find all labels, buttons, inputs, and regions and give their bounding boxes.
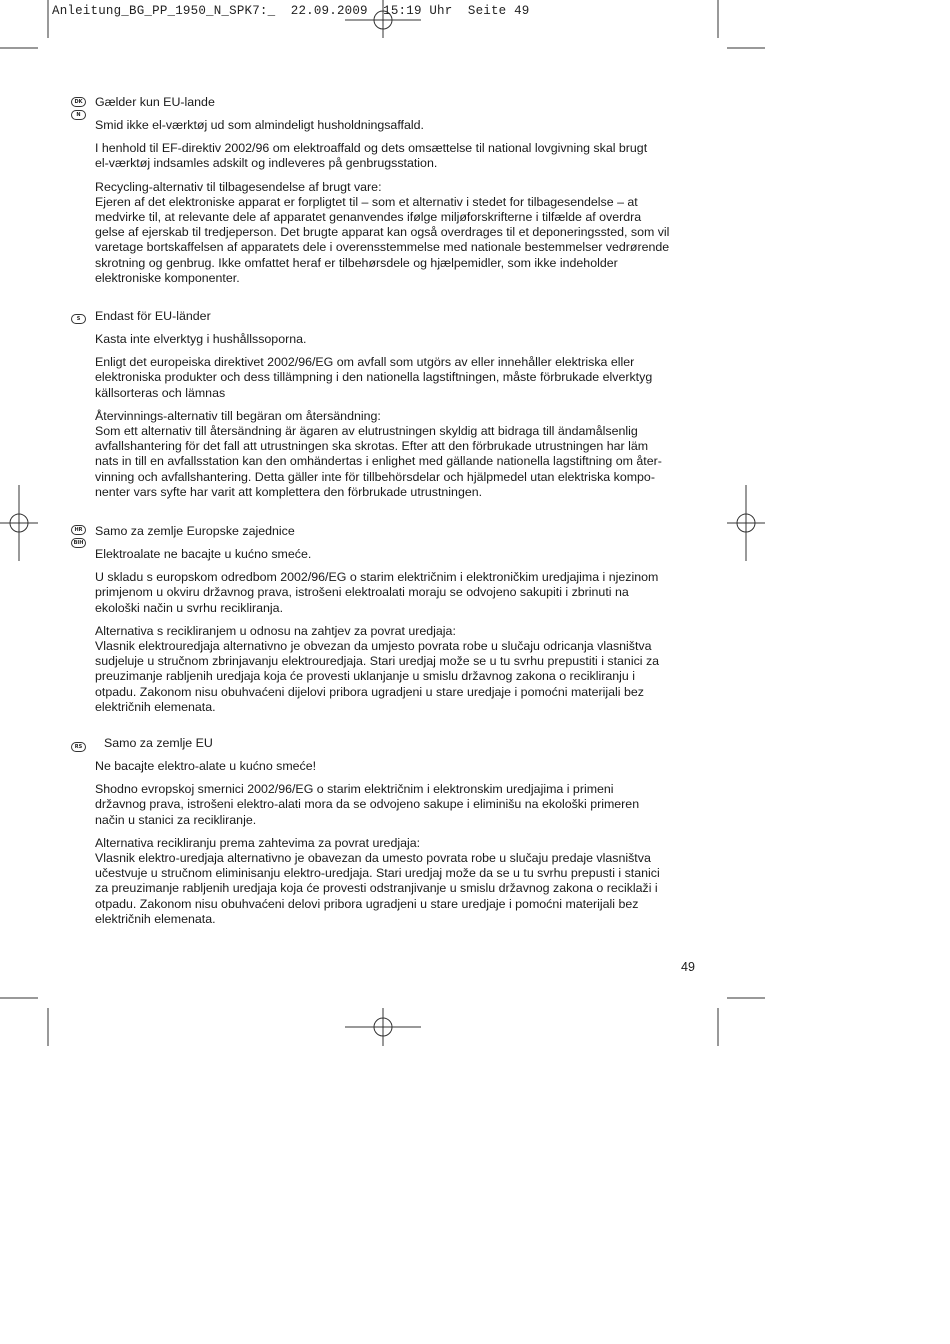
paragraph — [95, 570, 705, 616]
country-badge: DK — [71, 97, 86, 107]
text-line: skrotning og genbrug. Ikke omfattet heraf er tilbehørsdele og hjælpemidler, som ikke indeholder — [95, 255, 618, 270]
text-line: elektroniske komponenter. — [95, 270, 240, 285]
section-title: Samo za zemlje Europske zajednice — [95, 524, 295, 538]
text-line: Vlasnik elektro-uredjaja alternativno je obavezan da umesto povrata robe u slučaju predaje vlasništva — [95, 851, 651, 866]
language-badges — [71, 525, 86, 551]
paragraph — [95, 409, 705, 500]
section-danish — [95, 95, 705, 294]
text-line: Återvinnings-alternativ till begäran om återsändning: — [95, 408, 381, 423]
paragraph — [95, 355, 705, 401]
text-line: Vlasnik elektrouredjaja alternativno je obvezan da umjesto povrata robe u slučaju odricanja vlasništva — [95, 639, 652, 654]
text-line: sudjeluje u stručnom zbrinjavanju elektrouredjaja. Stari uredjaj može se u tu svrhu prepustiti i stanici za — [95, 654, 660, 669]
text-line: Shodno evropskoj smernici 2002/96/EG o starim električnim i elektronskim uredjajima i primeni — [95, 782, 614, 797]
page-number: 49 — [681, 960, 695, 974]
text-line: varetage bortskaffelsen af apparatets dele i overensstemmelse med nationale bestemmelser vedrørende — [95, 240, 670, 255]
paragraph — [95, 547, 705, 562]
text-line: elektroniska produkter och dess tillämpning i den nationella lagstiftningen, måste förbrukade elverktyg — [95, 370, 653, 385]
text-line: Ne bacajte elektro-alate u kućno smeće! — [95, 759, 317, 773]
text-line: način u stanici za recikliranje. — [95, 812, 257, 827]
text-line: za preuzimanje rabljenih uredjaja koja će provesti odstranjivanje u smislu državnog zakona o reciklaži i — [95, 881, 658, 896]
text-line: primjenom u okviru državnog prava, istrošeni elektroalati moraju se odvojeno sakupiti i zbrinuti na — [95, 585, 629, 600]
text-line: Kasta inte elverktyg i hushållssoporna. — [95, 332, 307, 346]
text-line: avfallshantering för det fall att utrustningen ska skrotas. Efter att den förbrukade utrustningen har läm — [95, 439, 649, 454]
text-line: I henhold til EF-direktiv 2002/96 om elektroaffald og dets omsættelse til national lovgivning skal brugt — [95, 141, 648, 156]
language-badges — [71, 97, 86, 123]
text-line: ekološki način u svrhu recikliranja. — [95, 600, 284, 615]
text-line: nats in till en avfallsstation kan den omhändertas i enlighet med gällande nationella lagstiftning om åter- — [95, 454, 662, 469]
section-title: Samo za zemlje EU — [104, 736, 213, 750]
section-title: Gælder kun EU-lande — [95, 95, 215, 109]
text-line: nenter vars syfte har varit att komplettera den förbrukade utrustningen. — [95, 484, 483, 499]
text-line: Alternativa s recikliranjem u odnosu na zahtjev za povrat uredjaja: — [95, 623, 456, 638]
paragraph — [95, 118, 705, 133]
paragraph — [95, 782, 705, 828]
paragraph — [95, 141, 705, 171]
text-line: otpadu. Zakonom nisu obuhvaćeni dijelovi pribora ugradjeni u stare uredjaje i pomoćni materijali bez — [95, 684, 644, 699]
text-line: državnog prava, istrošeni elektro-alati mora da se odvojeno sakupe i eliminišu na ekološki primeren — [95, 797, 640, 812]
paragraph — [95, 759, 705, 774]
text-line: el-værktøj indsamles adskilt og indleveres på genbrugsstation. — [95, 156, 438, 171]
text-line: källsorteras och lämnas — [95, 385, 226, 400]
text-line: otpadu. Zakonom nisu obuhvaćeni delovi pribora ugradjeni u stare uredjaje i pomoćni materijali bez — [95, 896, 639, 911]
text-line: Ejeren af det elektroniske apparat er forpligtet til – som et alternativ i stedet for tilbagesendelse – at — [95, 194, 638, 209]
print-header: Anleitung_BG_PP_1950_N_SPK7:_ 22.09.2009 15:19 Uhr Seite 49 — [52, 4, 530, 18]
section-croatian — [95, 524, 705, 723]
text-line: Som ett alternativ till återsändning är ägaren av elutrustningen skyldig att bidraga till ändamålsenlig — [95, 424, 638, 439]
text-line: medvirke til, at relevante dele af apparatet genanvendes ifølge miljøforskrifterne i tilfælde af overdra — [95, 210, 642, 225]
country-badge: HR — [71, 525, 86, 535]
text-line: preuzimanje rabljenih uredjaja koja će provesti uklanjanje u smislu državnog zakona o recikliranju i — [95, 669, 635, 684]
country-badge: BIH — [71, 538, 86, 548]
text-line: Alternativa recikliranju prema zahtevima za povrat uredjaja: — [95, 835, 421, 850]
text-line: Enligt det europeiska direktivet 2002/96/EG om avfall som utgörs av eller innehåller elektriska eller — [95, 355, 635, 370]
language-badges — [71, 314, 86, 327]
language-badges — [71, 742, 86, 755]
paragraph — [95, 180, 705, 286]
text-line: učestvuje u stručnom eliminisanju elektro-uredjaja. Stari uredjaj može da se u tu svrhu prepusti i stanici — [95, 866, 660, 881]
country-badge: RS — [71, 742, 86, 752]
text-line: Smid ikke el-værktøj ud som almindeligt husholdningsaffald. — [95, 118, 424, 132]
text-line: U skladu s europskom odredbom 2002/96/EG o starim električnim i elektroničkim uredjajima i njezinom — [95, 570, 659, 585]
country-badge: N — [71, 110, 86, 120]
country-badge: S — [71, 314, 86, 324]
section-swedish — [95, 309, 705, 508]
text-line: vinning och avfallshantering. Detta gäller inte för tillbehörsdelar och hjälpmedel utan elektriska kompo- — [95, 469, 655, 484]
paragraph — [95, 836, 705, 927]
section-serbian — [95, 736, 705, 935]
text-line: električnih elemenata. — [95, 699, 216, 714]
section-title: Endast för EU-länder — [95, 309, 211, 323]
paragraph — [95, 332, 705, 347]
text-line: Elektroalate ne bacajte u kućno smeće. — [95, 547, 312, 561]
paragraph — [95, 624, 705, 715]
text-line: gelse af ejerskab til tredjeperson. Det brugte apparat kan også overdrages til et deponeringssted, som vil — [95, 225, 670, 240]
text-line: električnih elemenata. — [95, 911, 216, 926]
text-line: Recycling-alternativ til tilbagesendelse af brugt vare: — [95, 179, 382, 194]
